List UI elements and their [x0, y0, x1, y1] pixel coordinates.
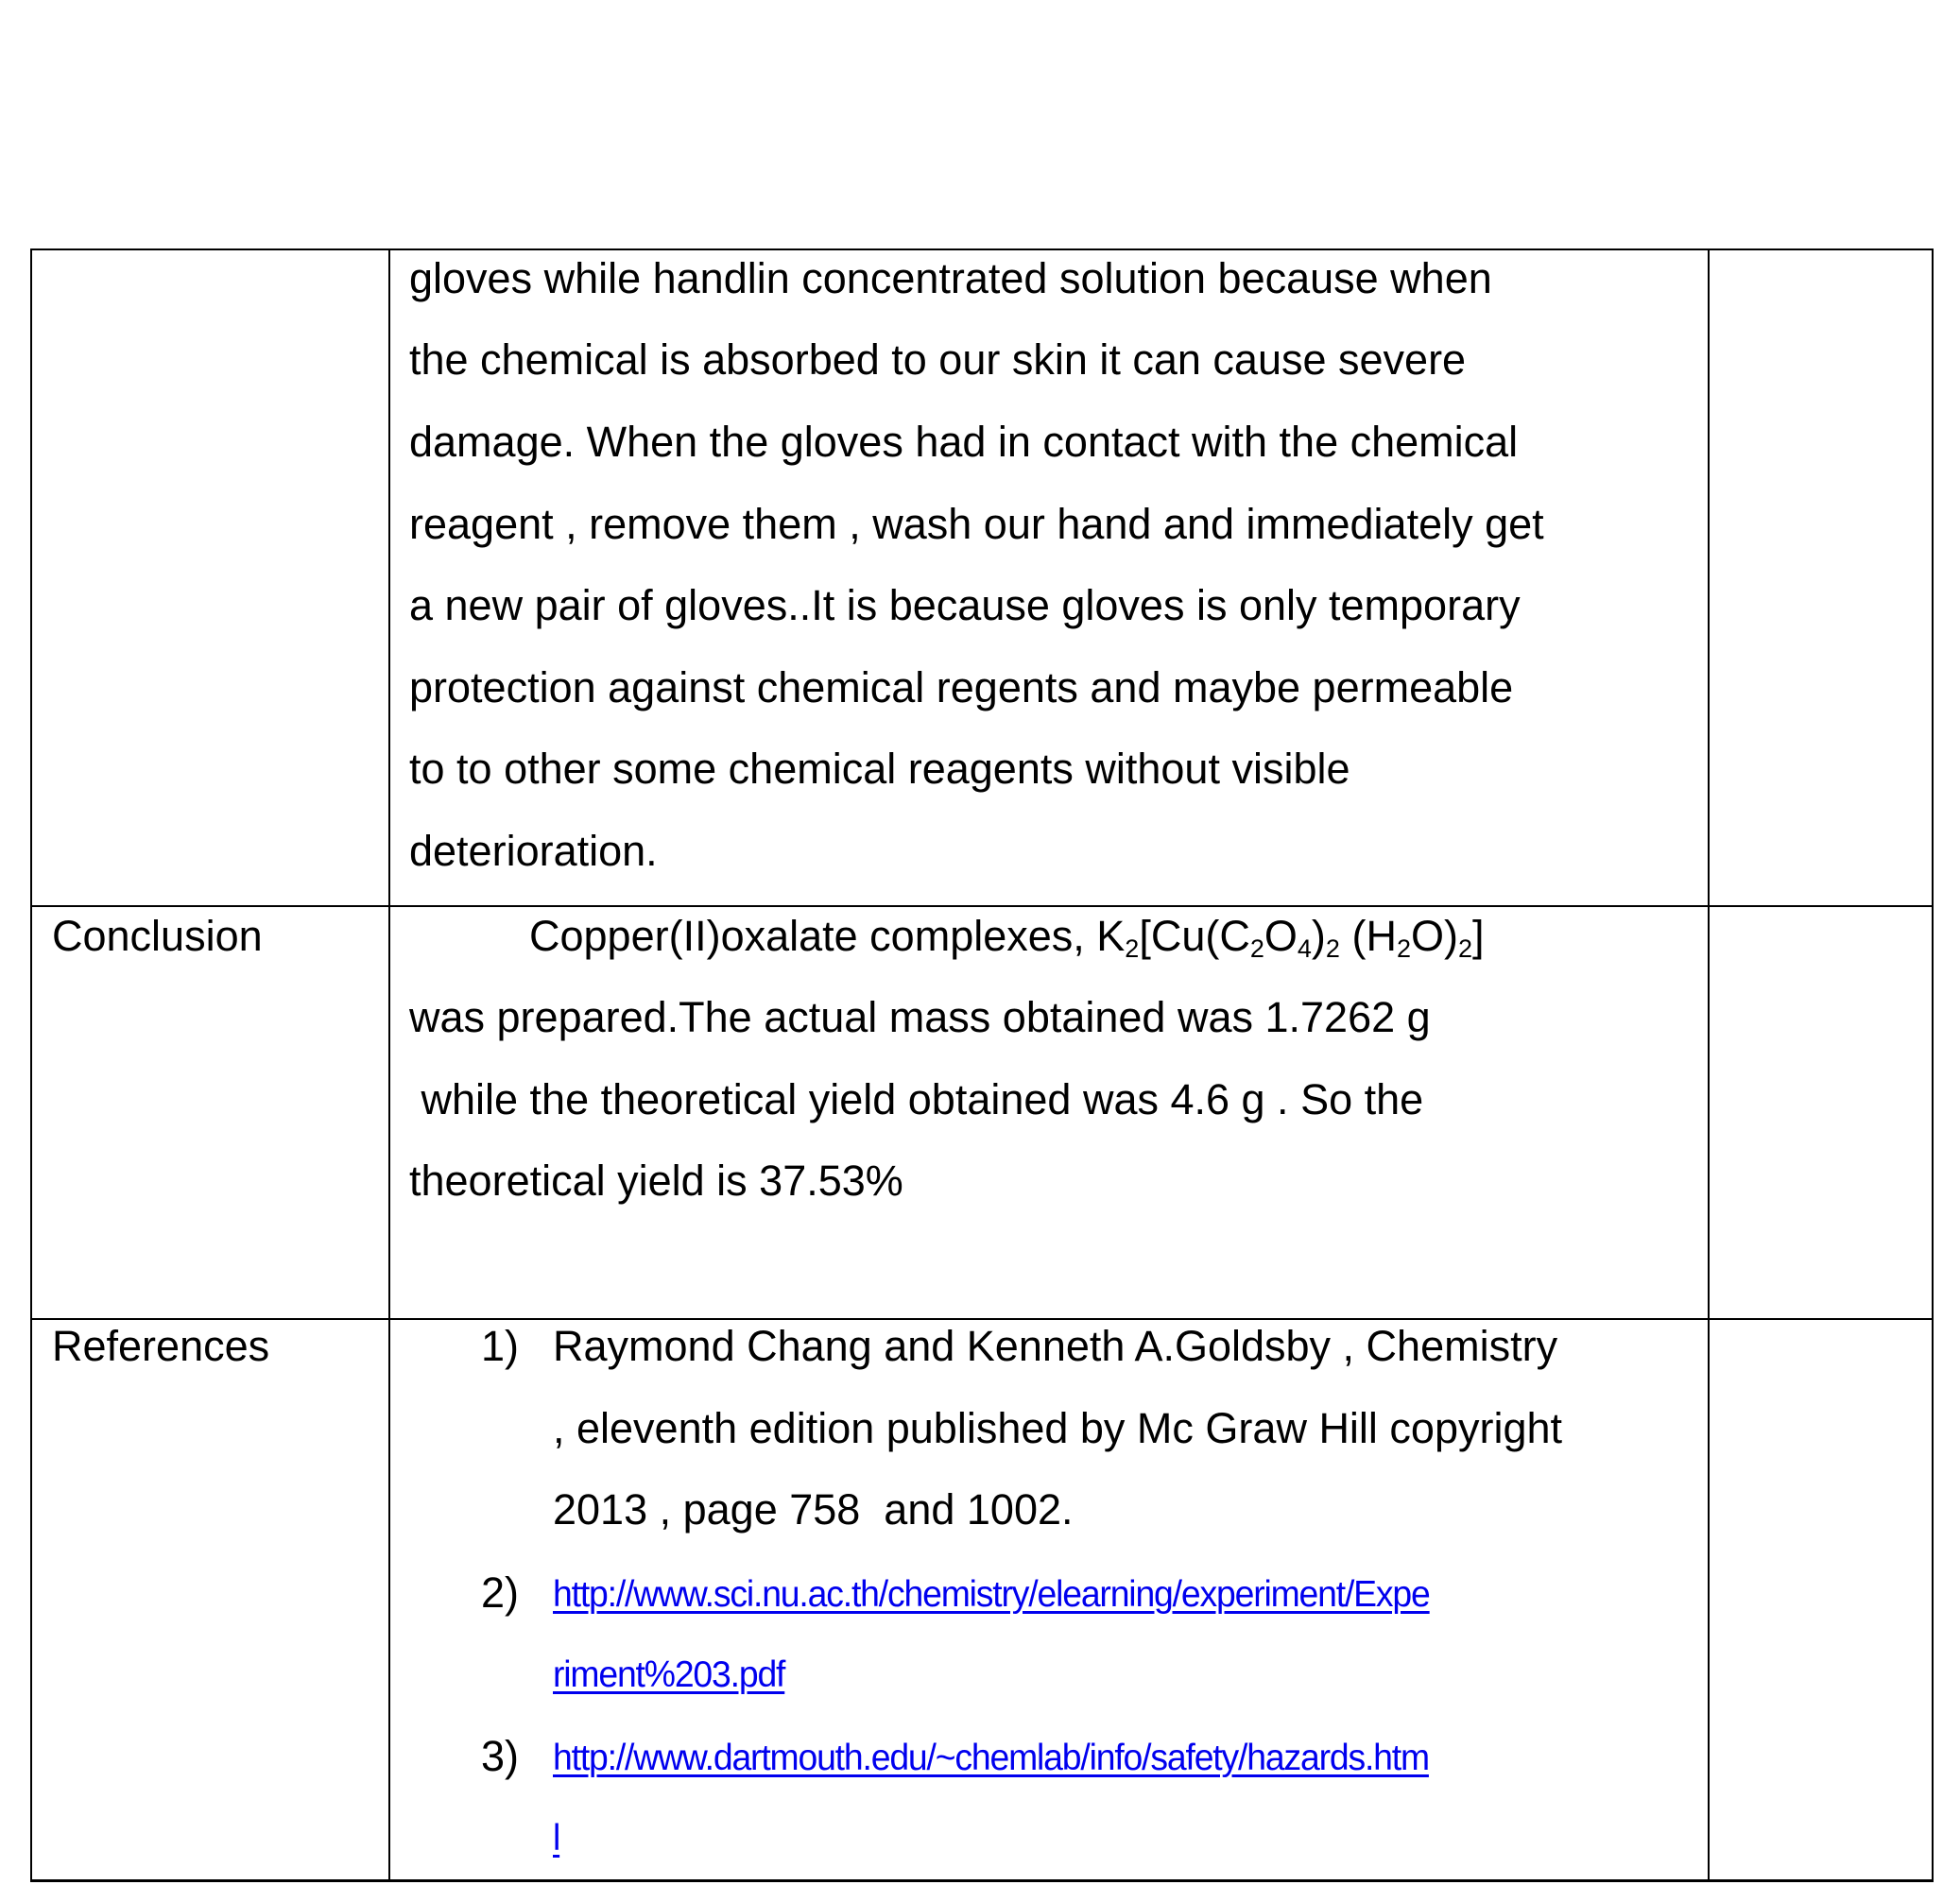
- formula-subscript: 4: [1297, 934, 1312, 963]
- body-line: was prepared.The actual mass obtained was 1.7262 g: [409, 993, 1431, 1041]
- formula-text: [Cu(C: [1139, 912, 1250, 960]
- formula-subscript: 2: [1325, 934, 1340, 963]
- body-line: gloves while handlin concentrated solution because when: [409, 254, 1492, 302]
- chemical-formula: [1096, 912, 1485, 963]
- column-divider: [388, 248, 390, 1882]
- reference-text: , eleventh edition published by Mc Graw Hill copyright: [553, 1404, 1563, 1452]
- formula-text: (H: [1339, 912, 1397, 960]
- references-label: References: [52, 1322, 270, 1370]
- formula-subscript: 2: [1396, 934, 1411, 963]
- formula-subscript: 2: [1457, 934, 1473, 963]
- column-divider: [1708, 248, 1710, 1882]
- reference-number: 1): [481, 1322, 520, 1370]
- reference-number: 3): [481, 1732, 520, 1780]
- table-border-right: [1932, 248, 1934, 1882]
- body-line: to to other some chemical reagents without visible: [409, 745, 1350, 793]
- reference-text: Raymond Chang and Kenneth A.Goldsby , Chemistry: [553, 1322, 1558, 1370]
- table-border-bottom: [30, 1879, 1934, 1882]
- body-line: protection against chemical regents and maybe permeable: [409, 663, 1514, 711]
- reference-link[interactable]: riment%203.pdf: [553, 1654, 785, 1695]
- body-line: reagent , remove them , wash our hand and immediately get: [409, 500, 1544, 548]
- table-border-left: [30, 248, 32, 1882]
- body-line: theoretical yield is 37.53%: [409, 1157, 903, 1205]
- reference-link[interactable]: l: [553, 1818, 560, 1859]
- body-line: the chemical is absorbed to our skin it can cause severe: [409, 335, 1467, 384]
- conclusion-prefix: Copper(II)oxalate complexes,: [529, 912, 1097, 960]
- conclusion-first-line: [529, 896, 1485, 977]
- reference-number: 2): [481, 1568, 520, 1617]
- conclusion-label: Conclusion: [52, 912, 263, 960]
- formula-text: ]: [1472, 912, 1485, 960]
- body-line: deterioration.: [409, 827, 658, 875]
- body-line: a new pair of gloves..It is because gloves is only temporary: [409, 581, 1521, 629]
- reference-link[interactable]: http://www.sci.nu.ac.th/chemistry/elearning/experiment/Expe: [553, 1574, 1430, 1615]
- reference-text: 2013 , page 758 and 1002.: [553, 1485, 1074, 1534]
- body-line: while the theoretical yield obtained was 4.6 g . So the: [409, 1075, 1424, 1123]
- body-line: damage. When the gloves had in contact with the chemical: [409, 418, 1519, 466]
- reference-link[interactable]: http://www.dartmouth.edu/~chemlab/info/safety/hazards.htm: [553, 1738, 1429, 1778]
- formula-subscript: 2: [1249, 934, 1264, 963]
- formula-text: O: [1264, 912, 1298, 960]
- formula-text: O): [1410, 912, 1458, 960]
- formula-subscript: 2: [1125, 934, 1140, 963]
- formula-text: K: [1096, 912, 1126, 960]
- formula-text: ): [1311, 912, 1326, 960]
